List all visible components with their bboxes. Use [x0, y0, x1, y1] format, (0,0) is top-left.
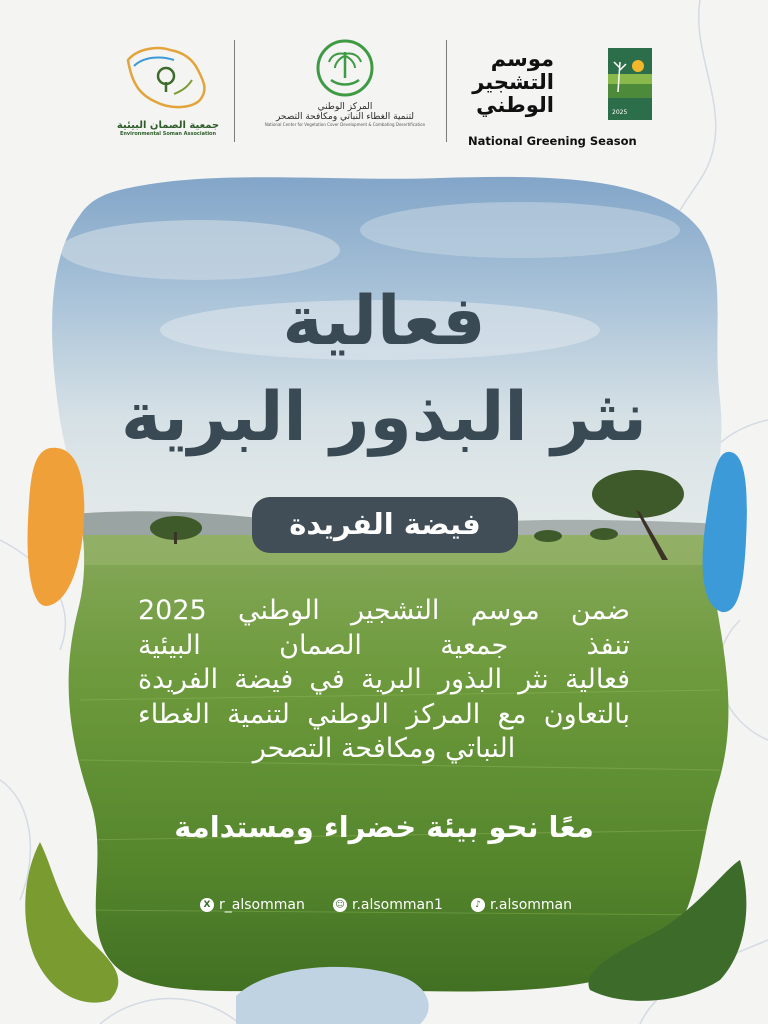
x-icon: X: [200, 898, 214, 912]
national-center-logo: [250, 38, 440, 127]
description-line: فعالية نثر البذور البرية في فيضة الفريدة: [138, 664, 630, 695]
association-name-ar: جمعية الصمان البيئية: [116, 120, 220, 131]
social-tiktok[interactable]: [471, 897, 572, 913]
description-line: بالتعاون مع المركز الوطني لتنمية الغطاء: [138, 698, 630, 730]
location-badge: فيضة الفريدة: [252, 497, 518, 553]
tiktok-icon: ♪: [471, 898, 485, 912]
social-handle: r.alsomman1: [351, 897, 443, 913]
season-year: 2025: [612, 109, 628, 116]
slogan: معًا نحو بيئة خضراء ومستدامة: [174, 810, 594, 844]
orange-blob: [28, 448, 85, 606]
description-line: تنفذ جمعية الصمان البيئية: [138, 629, 630, 661]
divider: [234, 40, 235, 142]
association-logo: [108, 38, 228, 137]
season-name-ar: موسم التشجير الوطني: [472, 47, 554, 117]
palm-emblem-icon: [315, 38, 375, 98]
season-badge-icon: [608, 48, 652, 120]
event-title-line1: فعالية: [282, 282, 486, 361]
snapchat-icon: ☺: [333, 898, 347, 912]
center-name-ar-line2: لتنمية الغطاء النباتي ومكافحة التصحر: [275, 112, 415, 122]
association-name-en: Environmental Soman Association: [119, 131, 217, 137]
description-line: ضمن موسم التشجير الوطني 2025: [138, 595, 630, 626]
event-description: [138, 594, 630, 767]
header-logos: [0, 30, 768, 150]
season-name-en: National Greening Season: [468, 134, 637, 148]
event-title-line2: نثر البذور البرية: [121, 378, 647, 457]
divider: [446, 40, 447, 142]
social-handle: r_alsomman: [219, 897, 305, 913]
blue-blob: [703, 452, 747, 612]
description-line: النباتي ومكافحة التصحر: [252, 733, 516, 764]
social-handles: [200, 894, 572, 916]
lime-blob: [25, 842, 118, 1003]
social-snapchat[interactable]: [333, 897, 443, 913]
center-name-en: National Center for Vegetation Cover Development & Combating Desertification: [264, 122, 426, 127]
center-name-ar-line1: المركز الوطني: [317, 102, 373, 112]
social-handle: r.alsomman: [490, 897, 572, 913]
green-blob: [588, 860, 746, 1001]
lightblue-blob: [236, 967, 429, 1024]
association-map-icon: [108, 38, 228, 116]
social-x[interactable]: [200, 897, 305, 913]
season-logo: [462, 38, 662, 158]
